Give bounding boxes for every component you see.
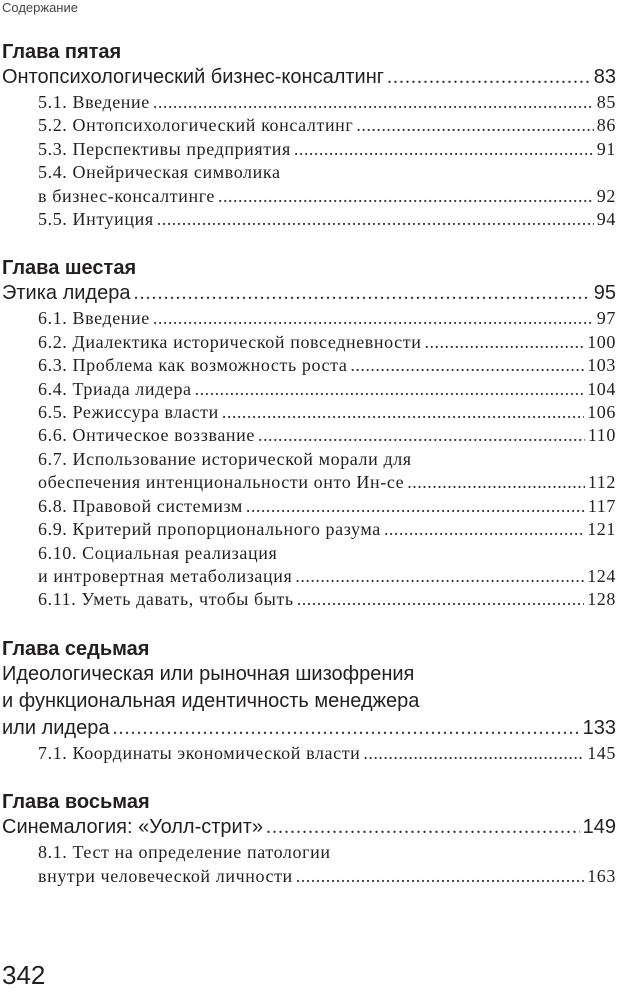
subsection-entry <box>0 354 620 377</box>
entry-line <box>38 208 620 231</box>
chapter-section <box>0 256 620 611</box>
entry-page-number: 163 <box>587 865 616 886</box>
entry-title-line: 5.4. Онейрическая символика <box>38 162 281 183</box>
entry-title-line: 8.1. Тест на определение патологии <box>38 842 331 863</box>
entry-line <box>38 565 620 588</box>
entry-title: 5.5. Интуиция <box>38 209 154 230</box>
dot-leader <box>222 401 584 424</box>
entry-title: 7.1. Координаты экономической власти <box>38 742 361 763</box>
entry-page-number: 124 <box>587 565 616 586</box>
subsection-entry <box>0 114 620 137</box>
entry-title: 6.4. Триада лидера <box>38 378 192 399</box>
subsection-entry <box>0 401 620 424</box>
entry-title-line: 6.7. Использование исторической морали для <box>38 448 412 469</box>
subsection-entry <box>0 138 620 161</box>
entry-title: Синемалогия: «Уолл-стрит» <box>2 816 263 839</box>
dot-leader <box>133 280 590 307</box>
entry-line <box>38 401 620 424</box>
entry-page-number: 145 <box>587 742 616 763</box>
entry-line <box>38 307 620 330</box>
chapter-main-entry <box>0 64 620 91</box>
entry-title-line: Идеологическая или рыночная шизофрения <box>2 662 415 685</box>
entry-title: 6.9. Критерий пропорционального разума <box>38 519 381 540</box>
entry-line <box>38 114 620 137</box>
entry-page-number: 106 <box>587 402 616 423</box>
chapter-title: Глава седьмая <box>2 637 150 660</box>
page-number: 342 <box>2 960 46 990</box>
entry-title: Этика лидера <box>2 282 131 305</box>
entry-page-number: 94 <box>596 209 616 230</box>
entry-title: 6.1. Введение <box>38 308 150 329</box>
entry-title: 5.2. Онтопсихологический консалтинг <box>38 115 354 136</box>
dot-leader <box>195 378 585 401</box>
entry-page-number: 117 <box>587 495 616 516</box>
chapter-section <box>0 40 620 231</box>
subsection-entry <box>0 331 620 354</box>
entry-page-number: 85 <box>596 92 616 112</box>
entry-page-number: 91 <box>596 138 616 159</box>
chapter-section <box>0 637 620 765</box>
dot-leader <box>258 424 585 447</box>
entry-line <box>38 742 620 765</box>
chapter-title: Глава шестая <box>2 257 137 280</box>
dot-leader <box>112 715 579 742</box>
entry-page-number: 103 <box>587 355 616 376</box>
entry-line <box>2 64 620 91</box>
entry-page-number: 112 <box>587 472 616 493</box>
entry-page-number: 149 <box>582 816 616 839</box>
subsection-entry <box>0 378 620 401</box>
entry-line <box>2 280 620 307</box>
entry-title: 5.3. Перспективы предприятия <box>38 138 291 159</box>
dot-leader <box>218 185 594 208</box>
subsection-entry <box>0 542 620 589</box>
entry-page-number: 121 <box>587 519 616 540</box>
dot-leader <box>356 114 593 137</box>
dot-leader <box>384 518 584 541</box>
chapter-section <box>0 790 620 888</box>
table-of-contents <box>0 40 620 913</box>
entry-page-number: 86 <box>596 115 616 136</box>
subsection-entry <box>0 424 620 447</box>
entry-title: обеспечения интенциональности онто Ин-се <box>38 472 405 493</box>
running-head: Содержание <box>2 0 78 15</box>
dot-leader <box>153 307 594 330</box>
entry-line <box>38 331 620 354</box>
entry-line <box>38 518 620 541</box>
chapter-title: Глава восьмая <box>2 791 150 814</box>
dot-leader <box>407 471 585 494</box>
entry-page-number: 83 <box>593 66 616 88</box>
subsection-entry <box>0 448 620 495</box>
entry-line <box>38 378 620 401</box>
dot-leader <box>387 64 591 91</box>
entry-title: 6.6. Онтическое воззвание <box>38 425 255 446</box>
subsection-entry <box>0 518 620 541</box>
dot-leader <box>297 588 584 611</box>
entry-title: и интровертная метаболизация <box>38 565 293 586</box>
entry-title: 5.1. Введение <box>38 92 150 112</box>
dot-leader <box>296 865 584 888</box>
dot-leader <box>350 354 584 377</box>
entry-page-number: 100 <box>587 331 616 352</box>
entry-page-number: 110 <box>587 425 616 446</box>
entry-line <box>38 91 620 114</box>
subsection-entry <box>0 91 620 114</box>
entry-line <box>2 814 620 841</box>
entry-title: или лидера <box>2 716 110 739</box>
entry-page-number: 92 <box>596 185 616 206</box>
entry-page-number: 97 <box>596 308 616 329</box>
dot-leader <box>266 814 580 841</box>
entry-title: Онтопсихологический бизнес-консалтинг <box>2 66 385 88</box>
dot-leader <box>424 331 584 354</box>
dot-leader <box>157 208 594 231</box>
subsection-entry <box>0 588 620 611</box>
entry-line <box>38 865 620 888</box>
entry-title: 6.11. Уметь давать, чтобы быть <box>38 589 294 610</box>
entry-title: 6.3. Проблема как возможность роста <box>38 355 348 376</box>
entry-title: 6.5. Режиссура власти <box>38 402 219 423</box>
entry-page-number: 104 <box>587 378 616 399</box>
subsection-entry <box>0 161 620 208</box>
subsection-entry <box>0 742 620 765</box>
dot-leader <box>246 495 585 518</box>
entry-line <box>38 354 620 377</box>
chapter-title: Глава пятая <box>2 41 122 63</box>
entry-title: 6.8. Правовой системизм <box>38 495 243 516</box>
dot-leader <box>363 742 584 765</box>
entry-title: в бизнес-консалтинге <box>38 185 216 206</box>
dot-leader <box>153 91 594 114</box>
entry-page-number: 128 <box>587 589 616 610</box>
entry-line <box>2 715 620 742</box>
entry-title: внутри человеческой личности <box>38 865 293 886</box>
entry-page-number: 95 <box>593 282 616 305</box>
entry-title: 6.2. Диалектика исторической повседневности <box>38 331 422 352</box>
entry-line <box>38 424 620 447</box>
dot-leader <box>295 565 584 588</box>
chapter-main-entry <box>0 280 620 307</box>
subsection-entry <box>0 495 620 518</box>
chapter-main-entry <box>0 661 620 742</box>
entry-title-line: 6.10. Социальная реализация <box>38 542 278 563</box>
chapter-main-entry <box>0 814 620 841</box>
subsection-entry <box>0 841 620 888</box>
entry-line <box>38 495 620 518</box>
entry-line <box>38 138 620 161</box>
entry-title-line: и функциональная идентичность менеджера <box>2 689 420 712</box>
entry-line <box>38 471 620 494</box>
dot-leader <box>294 138 594 161</box>
entry-line <box>38 185 620 208</box>
subsection-entry <box>0 307 620 330</box>
subsection-entry <box>0 208 620 231</box>
entry-line <box>38 588 620 611</box>
entry-page-number: 133 <box>582 716 616 739</box>
